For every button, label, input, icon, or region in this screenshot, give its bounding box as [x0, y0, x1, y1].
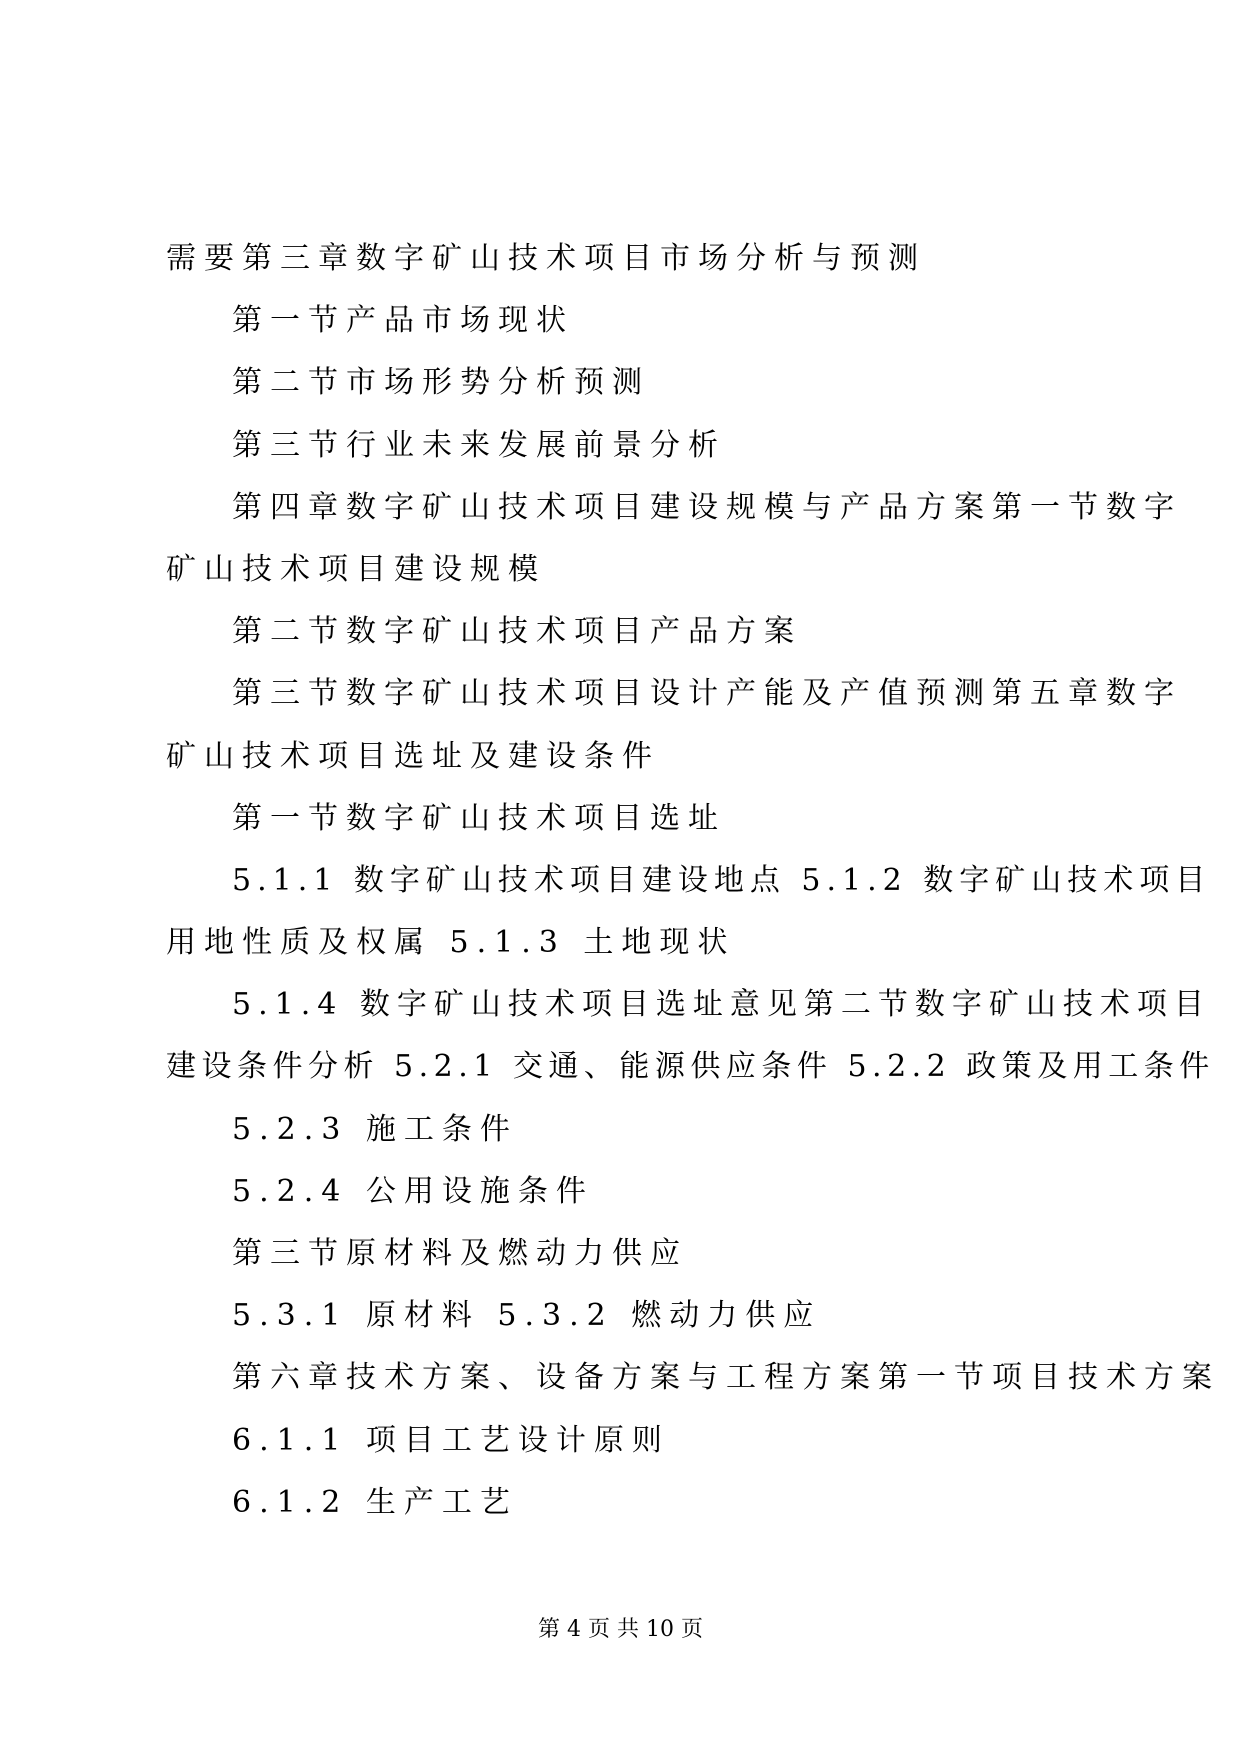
- text-line: 第二节数字矿山技术项目产品方案: [232, 614, 802, 650]
- text-line: 矿山技术项目建设规模: [166, 551, 546, 587]
- text-line: 5.2.3 施工条件: [232, 1111, 518, 1147]
- document-body: [166, 228, 1220, 1534]
- text-line: 第一节数字矿山技术项目选址: [232, 800, 726, 836]
- text-line: 5.1.4 数字矿山技术项目选址意见第二节数字矿山技术项目: [232, 987, 1211, 1023]
- text-line: 建设条件分析 5.2.1 交通、能源供应条件 5.2.2 政策及用工条件: [166, 1049, 1215, 1085]
- text-line: 第二节市场形势分析预测: [232, 365, 650, 401]
- text-line: 第一节产品市场现状: [232, 303, 574, 339]
- text-line: 6.1.1 项目工艺设计原则: [232, 1422, 670, 1458]
- text-line: 需要第三章数字矿山技术项目市场分析与预测: [166, 241, 926, 276]
- text-line: 5.2.4 公用设施条件: [232, 1173, 594, 1209]
- page-footer: 第 4 页 共 10 页: [538, 1617, 703, 1642]
- text-line: 矿山技术项目选址及建设条件: [166, 738, 660, 774]
- text-line: 第四章数字矿山技术项目建设规模与产品方案第一节数字: [232, 489, 1182, 525]
- text-line: 用地性质及权属 5.1.3 土地现状: [166, 925, 736, 961]
- text-line: 5.1.1 数字矿山技术项目建设地点 5.1.2 数字矿山技术项目: [232, 862, 1212, 898]
- text-line: 第三节数字矿山技术项目设计产能及产值预测第五章数字: [232, 676, 1182, 712]
- text-line: 第六章技术方案、设备方案与工程方案第一节项目技术方案: [232, 1360, 1220, 1396]
- text-line: 第三节行业未来发展前景分析: [232, 427, 726, 463]
- text-line: 5.3.1 原材料 5.3.2 燃动力供应: [232, 1298, 822, 1334]
- text-line: 6.1.2 生产工艺: [232, 1484, 518, 1520]
- text-line: 第三节原材料及燃动力供应: [232, 1236, 688, 1271]
